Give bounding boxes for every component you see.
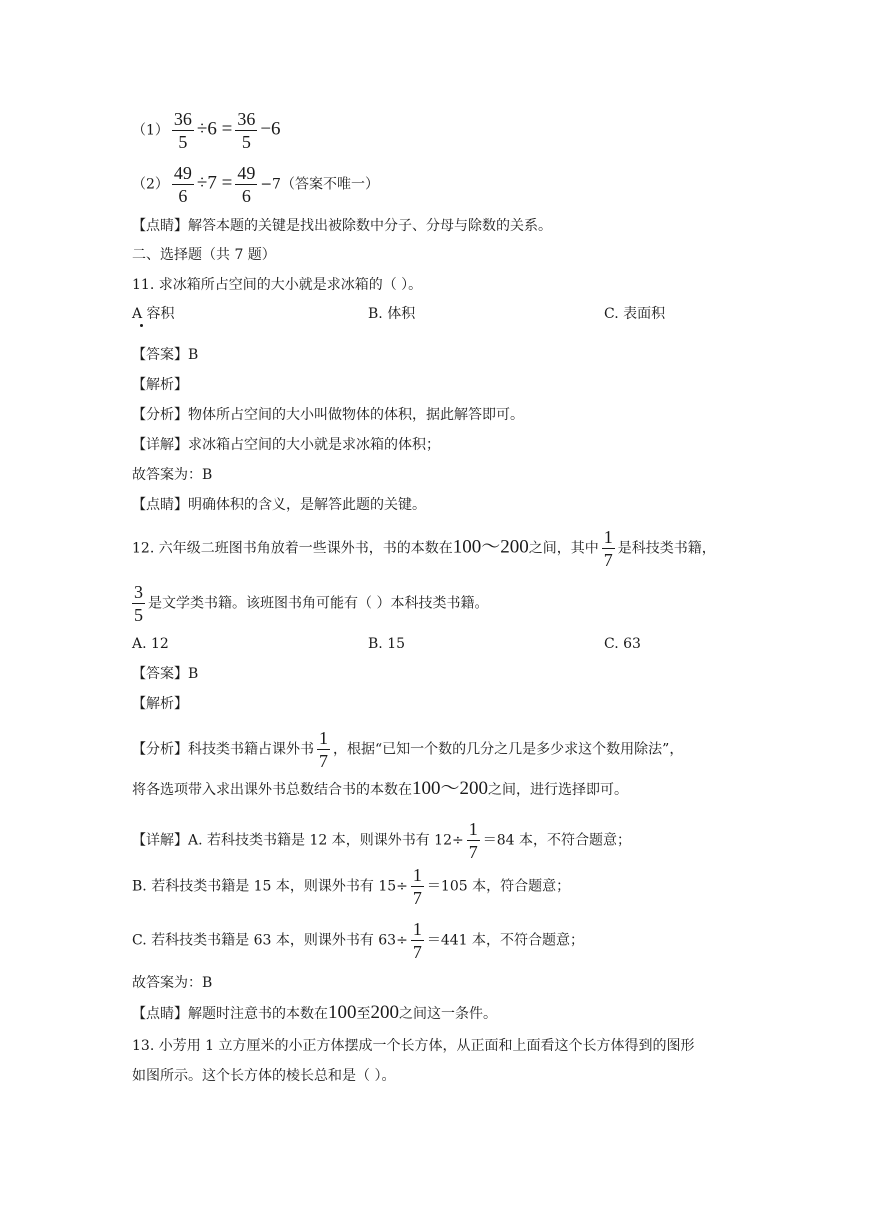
fraction: $\frac{1}{7}$ (412, 919, 422, 962)
q11-answer: 【答案】B (132, 347, 199, 363)
q11-detail: 【详解】求冰箱占空间的大小就是求冰箱的体积； (132, 437, 440, 453)
q11-final: 故答案为：B (132, 467, 213, 483)
q12-option-b: B. 15 (368, 636, 406, 652)
fraction: $\frac{36}{5}$ (173, 109, 192, 152)
q10-part2: （2） $\frac{49}{6}$ ÷7 = $\frac{49}{6}$ −7（答案不唯一） (132, 163, 379, 206)
q13-stem-line1: 13. 小芳用 1 立方厘米的小正方体摆成一个长方体，从正面和上面看这个长方体得到的图形 (132, 1038, 695, 1054)
q12-detail-b: B. 若科技类书籍是 15 本，则课外书有 15÷ $\frac{1}{7}$ ＝105 本，符合题意； (132, 865, 571, 908)
q11-analysis: 【分析】物体所占空间的大小叫做物体的体积，据此解答即可。 (132, 407, 524, 423)
fraction: $\frac{36}{5}$ (237, 109, 256, 152)
q12-analysis-label: 【解析】 (132, 696, 188, 712)
fraction: $\frac{3}{5}$ (134, 582, 143, 625)
q11-option-a: A 容积 (132, 306, 175, 322)
fraction: $\frac{1}{7}$ (319, 728, 328, 771)
q12-detail-a: 【详解】A. 若科技类书籍是 12 本，则课外书有 12÷ $\frac{1}{7}$ ＝84 本，不符合题意； (132, 819, 631, 862)
q10-part1: （1） $\frac{36}{5}$ ÷6 = $\frac{36}{5}$ −6 (132, 109, 281, 152)
q12-analysis-line1: 【分析】科技类书籍占课外书 $\frac{1}{7}$ ，根据“已知一个数的几分之几是多少求这个数用除法”， (132, 728, 684, 771)
section-title: 二、选择题（共 7 题） (132, 247, 276, 263)
q13-stem-line2: 如图所示。这个长方体的棱长总和是（ ）。 (132, 1068, 396, 1084)
q12-stem-line1: 12. 六年级二班图书角放着一些课外书，书的本数在100～200之间，其中 $\frac{1}{7}$ 是科技类书籍， (132, 527, 716, 570)
q11-point: 【点睛】明确体积的含义，是解答此题的关键。 (132, 497, 426, 513)
fraction: $\frac{49}{6}$ (237, 163, 256, 206)
q12-answer: 【答案】B (132, 666, 199, 682)
q11-analysis-label: 【解析】 (132, 377, 188, 393)
q11-option-b: B. 体积 (368, 306, 416, 322)
q10-point: 【点睛】解答本题的关键是找出被除数中分子、分母与除数的关系。 (132, 218, 552, 234)
fraction: $\frac{1}{7}$ (603, 527, 613, 570)
q12-option-c: C. 63 (604, 636, 641, 652)
q12-detail-c: C. 若科技类书籍是 63 本，则课外书有 63÷ $\frac{1}{7}$ ＝441 本，不符合题意； (132, 919, 584, 962)
fraction: $\frac{1}{7}$ (468, 819, 478, 862)
q12-stem-line2: $\frac{3}{5}$ 是文学类书籍。该班图书角可能有（ ）本科技类书籍。 (134, 582, 489, 625)
fraction: $\frac{49}{6}$ (173, 163, 192, 206)
q11-option-c: C. 表面积 (604, 306, 666, 322)
q12-point: 【点睛】解题时注意书的本数在100至200之间这一条件。 (132, 1002, 497, 1023)
q12-option-a: A. 12 (132, 636, 169, 652)
q11-stem: 11. 求冰箱所占空间的大小就是求冰箱的（ ）。 (132, 277, 423, 293)
fraction: $\frac{1}{7}$ (412, 865, 422, 908)
bullet-dot (140, 324, 143, 327)
q12-analysis-line2: 将各选项带入求出课外书总数结合书的本数在100～200之间，进行选择即可。 (132, 778, 629, 799)
q12-final: 故答案为：B (132, 975, 213, 991)
